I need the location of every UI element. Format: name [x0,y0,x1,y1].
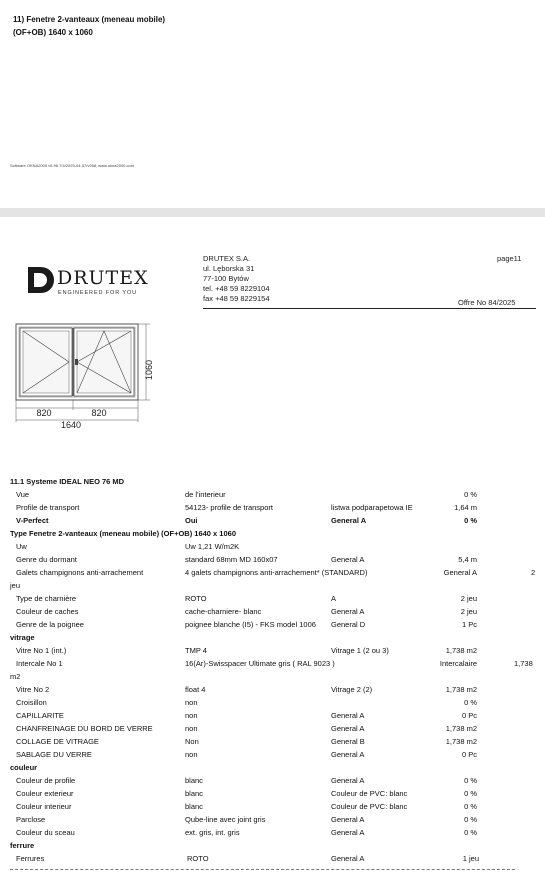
position-title-line2: (OF+OB) 1640 x 1060 [13,28,93,37]
left-sash-width-dimension: 820 [36,408,52,418]
page-bottom-dashed-rule [10,869,515,870]
logo-wordmark: DRUTEX [57,267,149,289]
table-row: Vitre No 1 (int.) TMP 4 Vitrage 1 (2 ou 3) 1,738 m2 [16,646,477,655]
table-row: Croisillon non 0 % [16,698,477,707]
table-row: Type de charnière ROTO A 2 jeu [16,594,477,603]
group-heading-vitrage: vitrage [10,633,35,642]
right-sash-width-dimension: 820 [91,408,107,418]
table-row: Couleur de caches cache-charniere- blanc General A 2 jeu [16,607,477,616]
company-street: ul. Lęborska 31 [203,264,255,273]
table-row: Ferrures ROTO General A 1 jeu [16,854,479,863]
position-title [13,13,165,39]
document-page [0,217,545,874]
logo-tagline: ENGINEERED FOR YOU [58,290,138,296]
table-row: Couleur exterieur blanc Couleur de PVC: blanc 0 % [16,789,477,798]
company-fax: fax +48 59 8229154 [203,294,270,303]
spec-table [0,488,545,865]
table-row: Galets champignons anti-arrachement 4 galets champignons anti-arrachement* (STANDARD) General A 2 [16,568,536,577]
table-row: Vitre No 2 float 4 Vitrage 2 (2) 1,738 m2 [16,685,477,694]
table-row: Couleur interieur blanc Couleur de PVC: blanc 0 % [16,802,477,811]
table-row: Parclose Qube-line avec joint gris General A 0 % [16,815,477,824]
table-row: SABLAGE DU VERRE non General A 0 Pc [16,750,477,759]
table-row: CAPILLARITE non General A 0 Pc [16,711,477,720]
offer-number: Offre No 84/2025 [458,298,516,307]
table-row: Couleur de profile blanc General A 0 % [16,776,477,785]
drutex-d-icon [26,265,56,295]
window-drawing [10,322,170,432]
page-separator [0,208,545,217]
system-title: 11.1 Systeme IDEAL NEO 76 MD [10,477,125,486]
table-row: Vue de l'interieur 0 % [16,490,477,499]
table-row: Uw Uw 1,21 W/m2K [16,542,240,551]
company-name: DRUTEX S.A. [203,254,251,263]
table-row-continuation: jeu [10,581,21,590]
software-footer: Software OKNA2000 v5.96.7/4/2025-04-07/v958, www.okna2000.com [10,163,135,168]
total-width-dimension: 1640 [60,420,82,430]
group-heading-couleur: couleur [10,763,38,772]
drutex-logo [26,263,156,297]
table-row: Genre de la poignee poignee blanche (I5) - FKS model 1006 General D 1 Pc [16,620,477,629]
table-row: CHANFREINAGE DU BORD DE VERRE non General A 1,738 m2 [16,724,477,733]
table-row: COLLAGE DE VITRAGE Non General B 1,738 m2 [16,737,477,746]
company-address [203,254,270,304]
table-row: Intercale No 1 16(Ar)-Swisspacer Ultimate gris ( RAL 9023 ) Intercalaire 1,738 [16,659,533,668]
header-rule [203,308,536,309]
table-row: Profile de transport 54123- profile de transport listwa podparapetowa IE 1,64 m [16,503,477,512]
page-number: page11 [497,254,522,263]
company-city: 77-100 Bytów [203,274,249,283]
table-row: Couleur du sceau ext. gris, int. gris General A 0 % [16,828,477,837]
company-tel: tel. +48 59 8229104 [203,284,270,293]
position-title-line1: 11) Fenetre 2-vanteaux (meneau mobile) [13,15,166,24]
group-heading-ferrure: ferrure [10,841,35,850]
height-dimension: 1060 [144,359,154,381]
table-row: V-Perfect Oui General A 0 % [16,516,477,525]
table-row: Genre du dormant standard 68mm MD 160x07 General A 5,4 m [16,555,477,564]
type-heading-row: Type Fenetre 2-vanteaux (meneau mobile) (OF+OB) 1640 x 1060 [10,529,236,538]
table-row-continuation: m2 [10,672,21,681]
window-dimension-labels [10,322,170,432]
previous-page-fragment [0,0,545,208]
